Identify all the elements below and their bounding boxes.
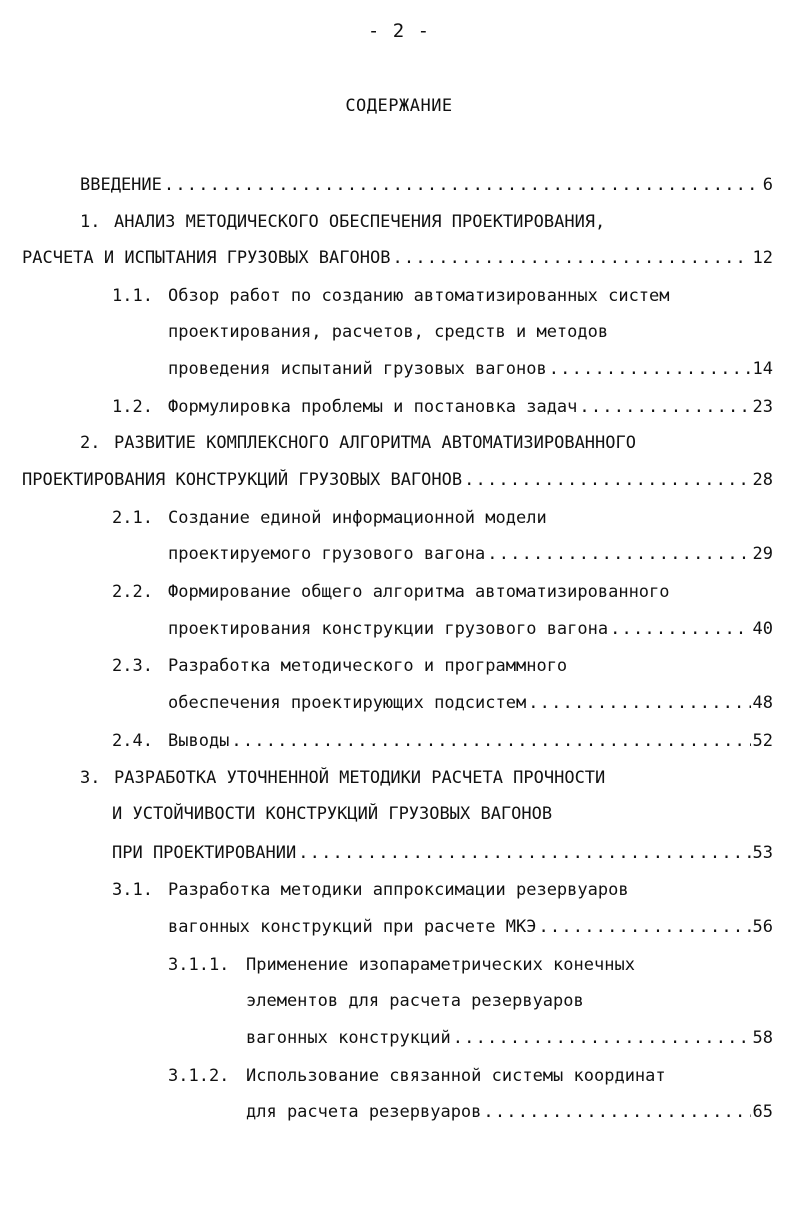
toc-entry-chapter-2[interactable] bbox=[80, 430, 690, 456]
toc-entry-page: 23 bbox=[752, 397, 773, 417]
toc-entry-text: Создание единой информационной модели bbox=[168, 508, 547, 528]
toc-entry-section-2-2[interactable] bbox=[112, 579, 732, 605]
toc-entry-section-1-1-cont2[interactable] bbox=[168, 356, 773, 382]
toc-entry-text: РАЗРАБОТКА УТОЧНЕННОЙ МЕТОДИКИ РАСЧЕТА ПРОЧНОСТИ bbox=[114, 768, 606, 788]
toc-entry-section-2-4[interactable] bbox=[112, 728, 773, 754]
toc-entry-section-3-1[interactable] bbox=[112, 877, 712, 903]
toc-leader-dots bbox=[298, 840, 750, 866]
toc-entry-page: 12 bbox=[752, 248, 773, 268]
toc-entry-chapter-2-cont[interactable] bbox=[22, 467, 773, 493]
toc-leader-dots bbox=[164, 172, 761, 198]
toc-entry-text: Выводы bbox=[168, 731, 230, 751]
toc-leader-dots bbox=[579, 394, 750, 420]
toc-entry-text: ПРИ ПРОЕКТИРОВАНИИ bbox=[112, 843, 297, 863]
toc-entry-number: 2. bbox=[80, 433, 101, 453]
toc-entry-section-1-1[interactable] bbox=[112, 283, 732, 309]
toc-entry-page: 29 bbox=[752, 544, 773, 564]
toc-entry-introduction[interactable] bbox=[80, 172, 773, 198]
toc-entry-text: ВВЕДЕНИЕ bbox=[80, 175, 162, 195]
toc-entry-text: Использование связанной системы координат bbox=[246, 1066, 666, 1086]
toc-entry-text: вагонных конструкций при расчете МКЭ bbox=[168, 917, 537, 937]
toc-entry-text: Обзор работ по созданию автоматизированных систем bbox=[168, 286, 670, 306]
toc-entry-text: проектирования, расчетов, средств и методов bbox=[168, 322, 609, 342]
toc-leader-dots bbox=[528, 690, 750, 716]
toc-leader-dots bbox=[487, 541, 750, 567]
toc-entry-number: 3.1. bbox=[112, 880, 153, 900]
toc-entry-section-2-3[interactable] bbox=[112, 653, 632, 679]
toc-entry-text: Разработка методики аппроксимации резервуаров bbox=[168, 880, 629, 900]
toc-entry-text: обеспечения проектирующих подсистем bbox=[168, 693, 527, 713]
toc-entry-page: 56 bbox=[752, 917, 773, 937]
toc-entry-text: Применение изопараметрических конечных bbox=[246, 955, 635, 975]
toc-entry-number: 1.2. bbox=[112, 397, 153, 417]
toc-entry-number: 3. bbox=[80, 768, 101, 788]
toc-entry-page: 14 bbox=[752, 359, 773, 379]
toc-entry-page: 28 bbox=[752, 470, 773, 490]
toc-leader-dots bbox=[231, 728, 750, 754]
toc-entry-chapter-1[interactable] bbox=[80, 209, 694, 235]
toc-entry-text: проектирования конструкции грузового вагона bbox=[168, 619, 609, 639]
toc-entry-text: АНАЛИЗ МЕТОДИЧЕСКОГО ОБЕСПЕЧЕНИЯ ПРОЕКТИРОВАНИЯ, bbox=[114, 212, 606, 232]
toc-entry-section-1-2[interactable] bbox=[112, 394, 773, 420]
toc-entry-chapter-1-cont[interactable] bbox=[22, 245, 773, 271]
toc-entry-page: 6 bbox=[762, 175, 773, 195]
toc-entry-section-2-1[interactable] bbox=[112, 505, 612, 531]
toc-leader-dots bbox=[453, 1025, 751, 1051]
toc-entry-text: вагонных конструкций bbox=[246, 1028, 451, 1048]
toc-entry-section-3-1-1[interactable] bbox=[168, 952, 708, 978]
toc-entry-section-3-1-1-cont2[interactable] bbox=[246, 1025, 773, 1051]
toc-entry-number: 3.1.1. bbox=[168, 955, 230, 975]
toc-entry-number: 2.3. bbox=[112, 656, 153, 676]
toc-entry-number: 2.1. bbox=[112, 508, 153, 528]
toc-entry-page: 40 bbox=[752, 619, 773, 639]
toc-entry-text: элементов для расчета резервуаров bbox=[246, 991, 584, 1011]
toc-entry-text: для расчета резервуаров bbox=[246, 1102, 482, 1122]
toc-entry-section-3-1-cont[interactable] bbox=[168, 914, 773, 940]
toc-entry-page: 52 bbox=[752, 731, 773, 751]
toc-title: СОДЕРЖАНИЕ bbox=[345, 96, 453, 116]
toc-entry-chapter-3-cont2[interactable] bbox=[112, 840, 773, 866]
page-number: - 2 - bbox=[367, 20, 431, 42]
toc-entry-number: 2.2. bbox=[112, 582, 153, 602]
toc-entry-section-2-2-cont[interactable] bbox=[168, 616, 773, 642]
toc-leader-dots bbox=[464, 467, 750, 493]
toc-leader-dots bbox=[549, 356, 751, 382]
toc-entry-text: Формулировка проблемы и постановка задач bbox=[168, 397, 578, 417]
toc-leader-dots bbox=[538, 914, 750, 940]
toc-entry-section-1-1-cont[interactable] bbox=[168, 319, 728, 345]
toc-entry-number: 1.1. bbox=[112, 286, 153, 306]
toc-entry-number: 1. bbox=[80, 212, 101, 232]
toc-entry-page: 58 bbox=[752, 1028, 773, 1048]
toc-leader-dots bbox=[392, 245, 750, 271]
toc-entry-number: 3.1.2. bbox=[168, 1066, 230, 1086]
toc-entry-section-3-1-2[interactable] bbox=[168, 1063, 728, 1089]
toc-entry-text: РАЗВИТИЕ КОМПЛЕКСНОГО АЛГОРИТМА АВТОМАТИЗИРОВАННОГО bbox=[114, 433, 636, 453]
toc-entry-chapter-3-cont[interactable] bbox=[112, 801, 672, 827]
toc-leader-dots bbox=[610, 616, 750, 642]
toc-entry-text: И УСТОЙЧИВОСТИ КОНСТРУКЦИЙ ГРУЗОВЫХ ВАГОНОВ bbox=[112, 804, 553, 824]
toc-entry-text: Формирование общего алгоритма автоматизированного bbox=[168, 582, 670, 602]
toc-entry-section-2-3-cont[interactable] bbox=[168, 690, 773, 716]
toc-entry-chapter-3[interactable] bbox=[80, 765, 680, 791]
toc-entry-section-2-1-cont[interactable] bbox=[168, 541, 773, 567]
toc-leader-dots bbox=[483, 1099, 750, 1125]
toc-entry-number: 2.4. bbox=[112, 731, 153, 751]
toc-entry-page: 65 bbox=[752, 1102, 773, 1122]
toc-entry-page: 48 bbox=[752, 693, 773, 713]
toc-entry-text: Разработка методического и программного bbox=[168, 656, 568, 676]
toc-entry-page: 53 bbox=[752, 843, 773, 863]
toc-entry-text: проведения испытаний грузовых вагонов bbox=[168, 359, 547, 379]
toc-entry-section-3-1-1-cont[interactable] bbox=[246, 988, 646, 1014]
toc-entry-text: РАСЧЕТА И ИСПЫТАНИЯ ГРУЗОВЫХ ВАГОНОВ bbox=[22, 248, 391, 268]
toc-entry-text: ПРОЕКТИРОВАНИЯ КОНСТРУКЦИЙ ГРУЗОВЫХ ВАГОНОВ bbox=[22, 470, 463, 490]
toc-entry-text: проектируемого грузового вагона bbox=[168, 544, 486, 564]
toc-entry-section-3-1-2-cont[interactable] bbox=[246, 1099, 773, 1125]
